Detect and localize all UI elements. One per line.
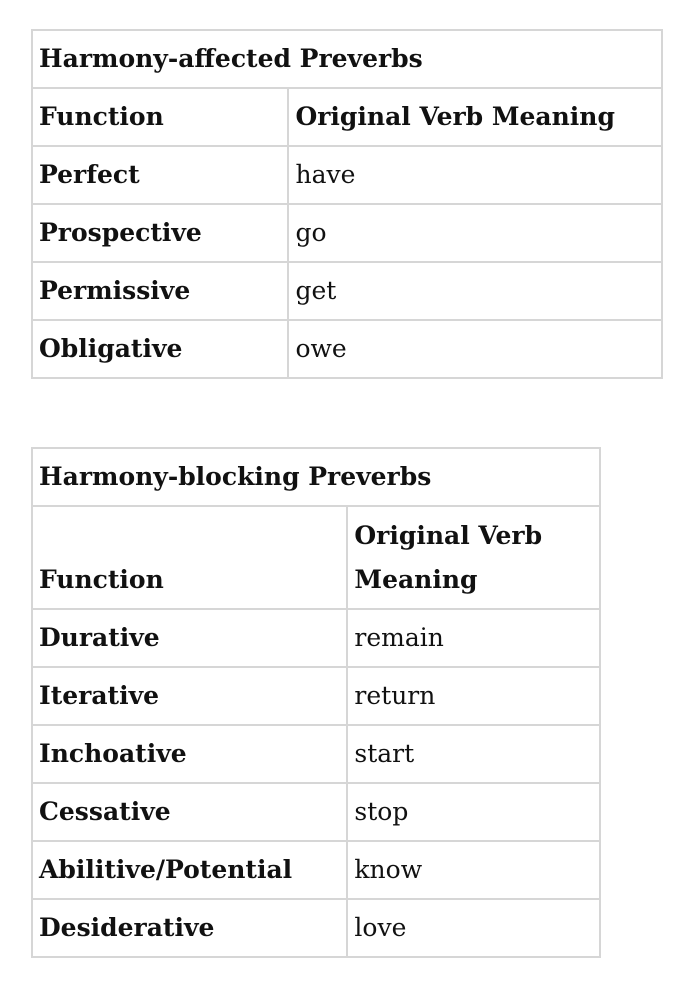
function-cell: Durative <box>32 609 347 667</box>
table-row <box>32 609 600 667</box>
meaning-cell: remain <box>347 609 600 667</box>
table-row <box>32 204 662 262</box>
meaning-cell: know <box>347 841 600 899</box>
column-header-function: Function <box>32 506 347 609</box>
column-header-function: Function <box>32 88 288 146</box>
harmony-blocking-preverbs-table <box>31 447 601 958</box>
meaning-cell: go <box>288 204 662 262</box>
table-header-row <box>32 506 600 609</box>
meaning-cell: have <box>288 146 662 204</box>
column-header-meaning-line2: Meaning <box>354 565 478 594</box>
table-caption-row <box>32 30 662 88</box>
function-cell: Obligative <box>32 320 288 378</box>
meaning-cell: owe <box>288 320 662 378</box>
function-cell: Abilitive/Potential <box>32 841 347 899</box>
meaning-cell: stop <box>347 783 600 841</box>
function-cell: Cessative <box>32 783 347 841</box>
table-title: Harmony-affected Preverbs <box>32 30 662 88</box>
meaning-cell: love <box>347 899 600 957</box>
column-header-meaning-line1: Original Verb <box>354 521 543 550</box>
meaning-cell: get <box>288 262 662 320</box>
table-caption-row <box>32 448 600 506</box>
table-row <box>32 262 662 320</box>
table-row <box>32 783 600 841</box>
function-cell: Perfect <box>32 146 288 204</box>
harmony-affected-preverbs-table <box>31 29 663 379</box>
table-row <box>32 725 600 783</box>
table-row <box>32 146 662 204</box>
function-cell: Desiderative <box>32 899 347 957</box>
meaning-cell: return <box>347 667 600 725</box>
column-header-meaning <box>347 506 600 609</box>
table-row <box>32 667 600 725</box>
table-row <box>32 899 600 957</box>
table-title: Harmony-blocking Preverbs <box>32 448 600 506</box>
meaning-cell: start <box>347 725 600 783</box>
function-cell: Permissive <box>32 262 288 320</box>
function-cell: Inchoative <box>32 725 347 783</box>
function-cell: Iterative <box>32 667 347 725</box>
table-header-row <box>32 88 662 146</box>
column-header-meaning: Original Verb Meaning <box>288 88 662 146</box>
table-row <box>32 320 662 378</box>
table-row <box>32 841 600 899</box>
function-cell: Prospective <box>32 204 288 262</box>
